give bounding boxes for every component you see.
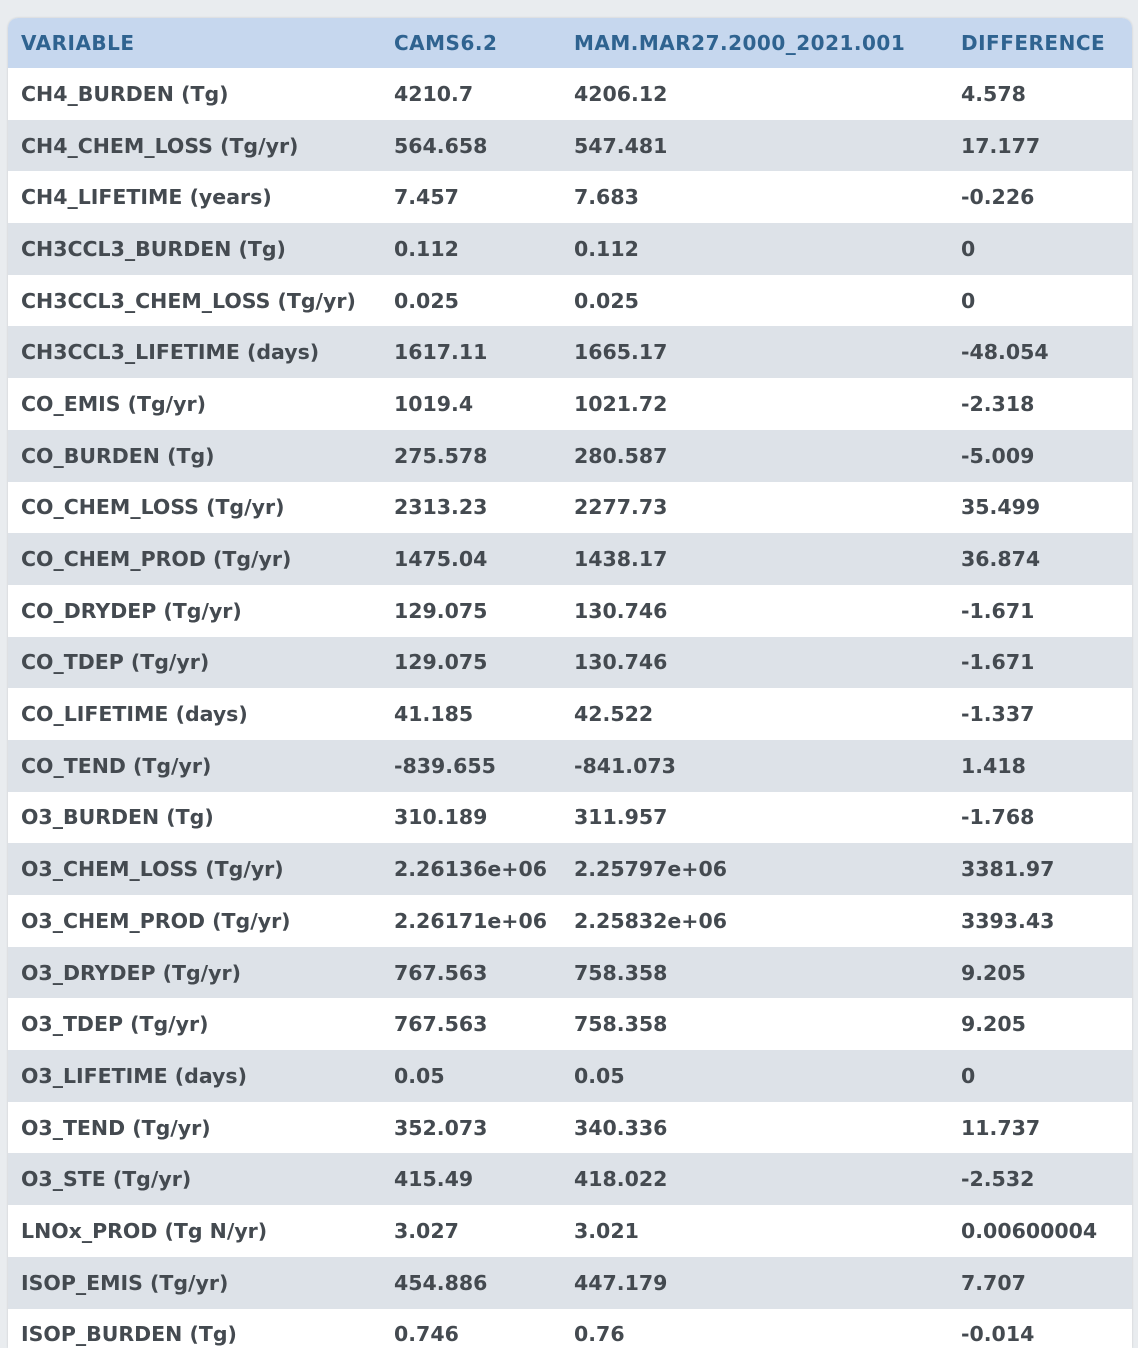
cell-case: 280.587 — [561, 430, 948, 482]
cell-cams: 0.05 — [381, 1050, 561, 1102]
cell-cams: 0.746 — [381, 1309, 561, 1348]
table-row — [8, 585, 1132, 637]
cell-difference: -0.014 — [948, 1309, 1132, 1348]
cell-variable: CO_EMIS (Tg/yr) — [8, 378, 381, 430]
table-row — [8, 947, 1132, 999]
cell-variable: CO_LIFETIME (days) — [8, 688, 381, 740]
cell-variable: CO_CHEM_PROD (Tg/yr) — [8, 533, 381, 585]
cell-case: 1665.17 — [561, 326, 948, 378]
cell-cams: 1475.04 — [381, 533, 561, 585]
cell-variable: CH3CCL3_LIFETIME (days) — [8, 326, 381, 378]
header-cams: CAMS6.2 — [381, 18, 561, 68]
table-row — [8, 1257, 1132, 1309]
table-row — [8, 637, 1132, 689]
cell-cams: -839.655 — [381, 740, 561, 792]
table-row — [8, 1205, 1132, 1257]
cell-difference: 3393.43 — [948, 895, 1132, 947]
cell-variable: O3_LIFETIME (days) — [8, 1050, 381, 1102]
table-header — [8, 18, 1132, 68]
cell-cams: 352.073 — [381, 1102, 561, 1154]
cell-cams: 129.075 — [381, 637, 561, 689]
cell-variable: CH4_CHEM_LOSS (Tg/yr) — [8, 120, 381, 172]
cell-cams: 454.886 — [381, 1257, 561, 1309]
cell-case: 311.957 — [561, 792, 948, 844]
cell-case: 2277.73 — [561, 482, 948, 534]
cell-variable: CH3CCL3_CHEM_LOSS (Tg/yr) — [8, 275, 381, 327]
header-row — [8, 18, 1132, 68]
cell-variable: O3_CHEM_PROD (Tg/yr) — [8, 895, 381, 947]
table-row — [8, 326, 1132, 378]
table-row — [8, 1102, 1132, 1154]
cell-case: 0.05 — [561, 1050, 948, 1102]
cell-variable: CO_TEND (Tg/yr) — [8, 740, 381, 792]
cell-difference: -1.768 — [948, 792, 1132, 844]
table-row — [8, 68, 1132, 120]
cell-difference: 4.578 — [948, 68, 1132, 120]
cell-case: 130.746 — [561, 585, 948, 637]
cell-difference: 1.418 — [948, 740, 1132, 792]
cell-difference: 0 — [948, 223, 1132, 275]
cell-difference: 0 — [948, 275, 1132, 327]
cell-case: 2.25797e+06 — [561, 843, 948, 895]
cell-case: 758.358 — [561, 947, 948, 999]
table-row — [8, 843, 1132, 895]
cell-variable: CH3CCL3_BURDEN (Tg) — [8, 223, 381, 275]
cell-case: 547.481 — [561, 120, 948, 172]
cell-difference: 36.874 — [948, 533, 1132, 585]
cell-variable: O3_TEND (Tg/yr) — [8, 1102, 381, 1154]
cell-case: 758.358 — [561, 998, 948, 1050]
table-row — [8, 895, 1132, 947]
table-row — [8, 792, 1132, 844]
table-row — [8, 482, 1132, 534]
cell-cams: 3.027 — [381, 1205, 561, 1257]
table-row — [8, 533, 1132, 585]
cell-cams: 564.658 — [381, 120, 561, 172]
cell-cams: 1617.11 — [381, 326, 561, 378]
table-row — [8, 998, 1132, 1050]
cell-variable: LNOx_PROD (Tg N/yr) — [8, 1205, 381, 1257]
cell-variable: O3_BURDEN (Tg) — [8, 792, 381, 844]
cell-difference: 0 — [948, 1050, 1132, 1102]
table-row — [8, 430, 1132, 482]
cell-case: 2.25832e+06 — [561, 895, 948, 947]
cell-cams: 275.578 — [381, 430, 561, 482]
cell-cams: 2.26171e+06 — [381, 895, 561, 947]
cell-cams: 310.189 — [381, 792, 561, 844]
cell-variable: O3_TDEP (Tg/yr) — [8, 998, 381, 1050]
cell-cams: 0.112 — [381, 223, 561, 275]
table-row — [8, 1309, 1132, 1348]
cell-cams: 0.025 — [381, 275, 561, 327]
cell-difference: -1.671 — [948, 585, 1132, 637]
header-difference: DIFFERENCE — [948, 18, 1132, 68]
table-row — [8, 378, 1132, 430]
cell-difference: -48.054 — [948, 326, 1132, 378]
cell-case: 1438.17 — [561, 533, 948, 585]
cell-variable: O3_STE (Tg/yr) — [8, 1153, 381, 1205]
cell-difference: -2.318 — [948, 378, 1132, 430]
cell-difference: 0.00600004 — [948, 1205, 1132, 1257]
comparison-table — [8, 18, 1132, 1348]
cell-case: 340.336 — [561, 1102, 948, 1154]
cell-cams: 41.185 — [381, 688, 561, 740]
cell-cams: 129.075 — [381, 585, 561, 637]
cell-cams: 415.49 — [381, 1153, 561, 1205]
cell-difference: 11.737 — [948, 1102, 1132, 1154]
cell-cams: 767.563 — [381, 998, 561, 1050]
cell-difference: -1.337 — [948, 688, 1132, 740]
table-row — [8, 223, 1132, 275]
cell-difference: 3381.97 — [948, 843, 1132, 895]
cell-cams: 1019.4 — [381, 378, 561, 430]
cell-case: 7.683 — [561, 171, 948, 223]
cell-variable: CO_TDEP (Tg/yr) — [8, 637, 381, 689]
cell-difference: -5.009 — [948, 430, 1132, 482]
table-row — [8, 120, 1132, 172]
comparison-table-panel — [8, 18, 1132, 1348]
cell-difference: -2.532 — [948, 1153, 1132, 1205]
cell-variable: CH4_BURDEN (Tg) — [8, 68, 381, 120]
cell-difference: 9.205 — [948, 947, 1132, 999]
cell-cams: 7.457 — [381, 171, 561, 223]
cell-case: 130.746 — [561, 637, 948, 689]
cell-cams: 2.26136e+06 — [381, 843, 561, 895]
cell-case: 0.112 — [561, 223, 948, 275]
cell-variable: CO_DRYDEP (Tg/yr) — [8, 585, 381, 637]
cell-variable: CO_BURDEN (Tg) — [8, 430, 381, 482]
table-row — [8, 1050, 1132, 1102]
table-row — [8, 1153, 1132, 1205]
header-variable: VARIABLE — [8, 18, 381, 68]
table-row — [8, 275, 1132, 327]
cell-difference: 7.707 — [948, 1257, 1132, 1309]
cell-case: 0.76 — [561, 1309, 948, 1348]
cell-difference: 35.499 — [948, 482, 1132, 534]
cell-case: 42.522 — [561, 688, 948, 740]
cell-case: 4206.12 — [561, 68, 948, 120]
cell-difference: -0.226 — [948, 171, 1132, 223]
cell-case: 0.025 — [561, 275, 948, 327]
cell-difference: 9.205 — [948, 998, 1132, 1050]
cell-case: 447.179 — [561, 1257, 948, 1309]
table-row — [8, 171, 1132, 223]
table-row — [8, 688, 1132, 740]
table-row — [8, 740, 1132, 792]
cell-difference: -1.671 — [948, 637, 1132, 689]
cell-cams: 767.563 — [381, 947, 561, 999]
header-case: MAM.MAR27.2000_2021.001 — [561, 18, 948, 68]
cell-cams: 2313.23 — [381, 482, 561, 534]
cell-variable: ISOP_BURDEN (Tg) — [8, 1309, 381, 1348]
cell-variable: O3_CHEM_LOSS (Tg/yr) — [8, 843, 381, 895]
cell-cams: 4210.7 — [381, 68, 561, 120]
cell-variable: CH4_LIFETIME (years) — [8, 171, 381, 223]
cell-variable: ISOP_EMIS (Tg/yr) — [8, 1257, 381, 1309]
cell-case: 3.021 — [561, 1205, 948, 1257]
cell-difference: 17.177 — [948, 120, 1132, 172]
cell-variable: CO_CHEM_LOSS (Tg/yr) — [8, 482, 381, 534]
cell-case: 1021.72 — [561, 378, 948, 430]
cell-case: 418.022 — [561, 1153, 948, 1205]
cell-variable: O3_DRYDEP (Tg/yr) — [8, 947, 381, 999]
cell-case: -841.073 — [561, 740, 948, 792]
table-body — [8, 68, 1132, 1348]
